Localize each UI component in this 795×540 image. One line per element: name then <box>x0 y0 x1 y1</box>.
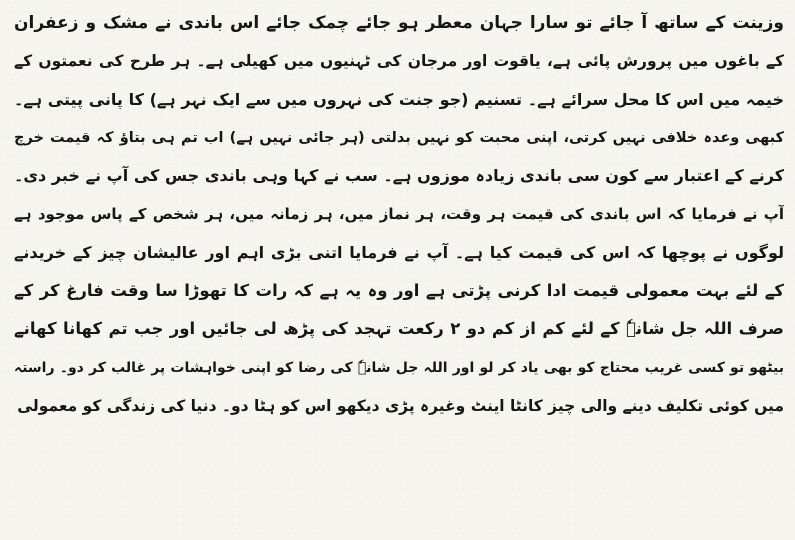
text-line-4: کبھی وعدہ خلافی نہیں کرتی، اپنی محبت کو نہیں بدلتی (ہر جائی نہیں ہے) اب تم ہی بتاؤ کہ قیمت خرچ <box>14 129 784 146</box>
text-line-2: کے باغوں میں پرورش پائی ہے، یاقوت اور مرجان کی ٹہنیوں میں کھیلی ہے۔ ہر طرح کی نعمتوں کے <box>14 52 784 71</box>
urdu-text-block <box>14 4 784 425</box>
text-line-11: میں کوئی تکلیف دینے والی چیز کانٹا اینٹ وغیرہ پڑی دیکھو اس کو ہٹا دو۔ دنیا کی زندگی کو معمولی <box>17 396 784 415</box>
text-line-5: کرنے کے اعتبار سے کون سی باندی زیادہ موزوں ہے۔ سب نے کہا وہی باندی جس کی آپ نے خبر دی۔ <box>14 166 784 186</box>
text-line-6: آپ نے فرمایا کہ اس باندی کی قیمت ہر وقت، ہر نماز میں، ہر زمانہ میں، ہر شخص کے پاس موجود ہے <box>14 205 784 224</box>
text-line-7: لوگوں نے پوچھا کہ اس کی قیمت کیا ہے۔ آپ نے فرمایا اتنی بڑی اہم اور عالیشان چیز کے خریدنے <box>14 242 784 262</box>
text-line-10: بیٹھو تو کسی غریب محتاج کو بھی یاد کر لو اور اللہ جل شانہٗ کی رضا کو اپنی خواہشات پر غالب کر دو۔ راستہ <box>14 359 784 376</box>
text-line-9: صرف اللہ جل شانہٗ کے لئے کم از کم دو ۲ رکعت تہجد کی پڑھ لی جائیں اور جب تم کھانا کھانے <box>14 319 784 339</box>
text-line-1: وزینت کے ساتھ آ جائے تو سارا جہان معطر ہو جائے چمک جائے اس باندی نے مشک و زعفران <box>14 13 784 33</box>
text-line-3: خیمہ میں اس کا محل سرائے ہے۔ تسنیم (جو جنت کی نہروں میں سے ایک نہر ہے) کا پانی پیتی ہے۔ <box>14 89 784 109</box>
text-line-8: کے لئے بہت معمولی قیمت ادا کرنی پڑتی ہے اور وہ یہ ہے کہ رات کا تھوڑا سا وقت فارغ کر کے <box>14 281 784 301</box>
